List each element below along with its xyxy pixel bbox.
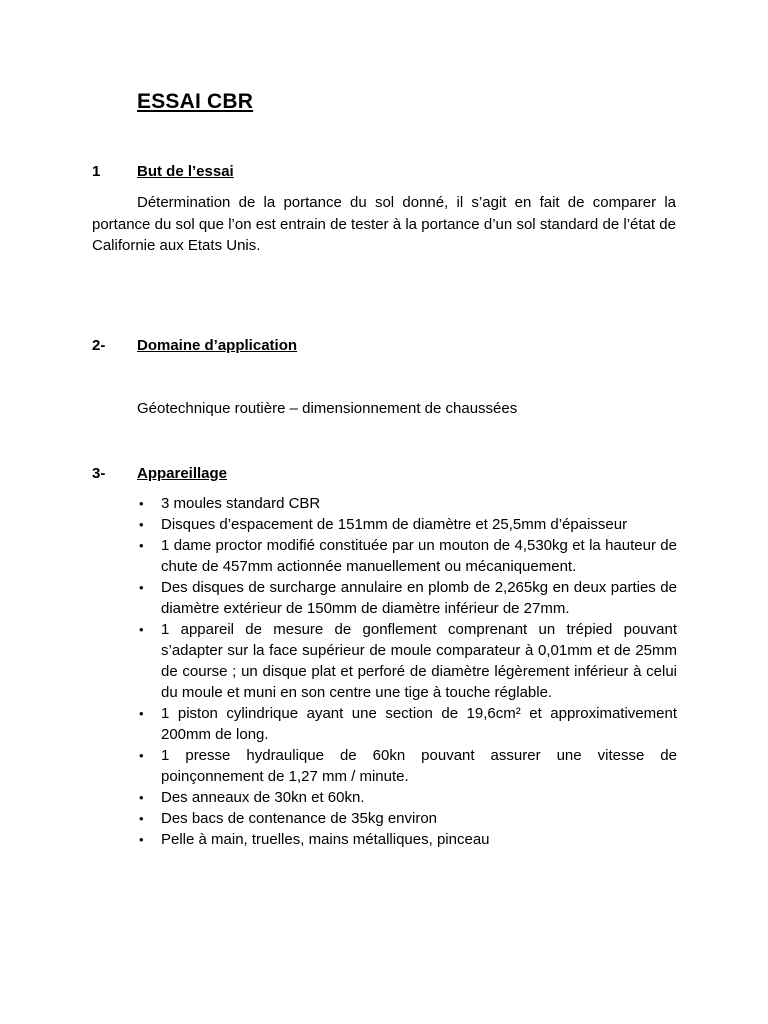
list-item-text: 3 moules standard CBR: [161, 495, 321, 512]
bullet-icon: •: [139, 811, 144, 826]
list-item: [137, 493, 677, 514]
list-item: [137, 619, 677, 703]
equipment-list: [137, 493, 677, 850]
list-item: [137, 808, 677, 829]
list-item: [137, 787, 677, 808]
list-item-text: 1 piston cylindrique ayant une section de 19,6cm² et approximativement 200mm de long.: [161, 705, 677, 743]
list-item: [137, 703, 677, 745]
list-item-text: Des anneaux de 30kn et 60kn.: [161, 789, 365, 806]
list-item: [137, 577, 677, 619]
list-item-text: Des disques de surcharge annulaire en plomb de 2,265kg en deux parties de diamètre extérieur de 150mm de diamètre inférieur de 27mm.: [161, 579, 677, 617]
list-item-text: 1 appareil de mesure de gonflement comprenant un trépied pouvant s’adapter sur la face supérieur de moule comparateur à 0,01mm et de 25mm de course ; un disque plat et perforé de diamètre légèrement inférieur à celui du moule et muni en son centre une tige à touche réglable.: [161, 621, 677, 701]
section-1-number: 1: [92, 163, 101, 180]
bullet-icon: •: [139, 538, 144, 553]
list-item-text: Des bacs de contenance de 35kg environ: [161, 810, 438, 827]
list-item-text: 1 dame proctor modifié constituée par un mouton de 4,530kg et la hauteur de chute de 457mm actionnée manuellement ou mécaniquement.: [161, 537, 677, 575]
bullet-icon: •: [139, 517, 144, 532]
bullet-icon: •: [139, 622, 144, 637]
document-title: ESSAI CBR: [137, 90, 254, 113]
section-3-number: 3-: [92, 465, 106, 482]
list-item: [137, 745, 677, 787]
section-2-number: 2-: [92, 337, 106, 354]
list-item: [137, 535, 677, 577]
list-item-text: Disques d’espacement de 151mm de diamètre et 25,5mm d’épaisseur: [161, 516, 628, 533]
section-2-title: Domaine d’application: [137, 337, 298, 354]
bullet-icon: •: [139, 790, 144, 805]
bullet-icon: •: [139, 748, 144, 763]
section-1-title: But de l’essai: [137, 163, 234, 180]
list-item: [137, 829, 677, 850]
list-item-text: Pelle à main, truelles, mains métalliques, pinceau: [161, 831, 490, 848]
bullet-icon: •: [139, 832, 144, 847]
section-1-paragraph: Détermination de la portance du sol donné, il s’agit en fait de comparer la portance du sol que l’on est entrain de tester à la portance d’un sol standard de l’état de Californie aux Etats Unis.: [92, 194, 676, 254]
section-2-text: Géotechnique routière – dimensionnement de chaussées: [137, 400, 518, 417]
section-3-title: Appareillage: [137, 465, 228, 482]
bullet-icon: •: [139, 496, 144, 511]
list-item: [137, 514, 677, 535]
bullet-icon: •: [139, 580, 144, 595]
bullet-icon: •: [139, 706, 144, 721]
list-item-text: 1 presse hydraulique de 60kn pouvant assurer une vitesse de poinçonnement de 1,27 mm / minute.: [161, 747, 677, 785]
